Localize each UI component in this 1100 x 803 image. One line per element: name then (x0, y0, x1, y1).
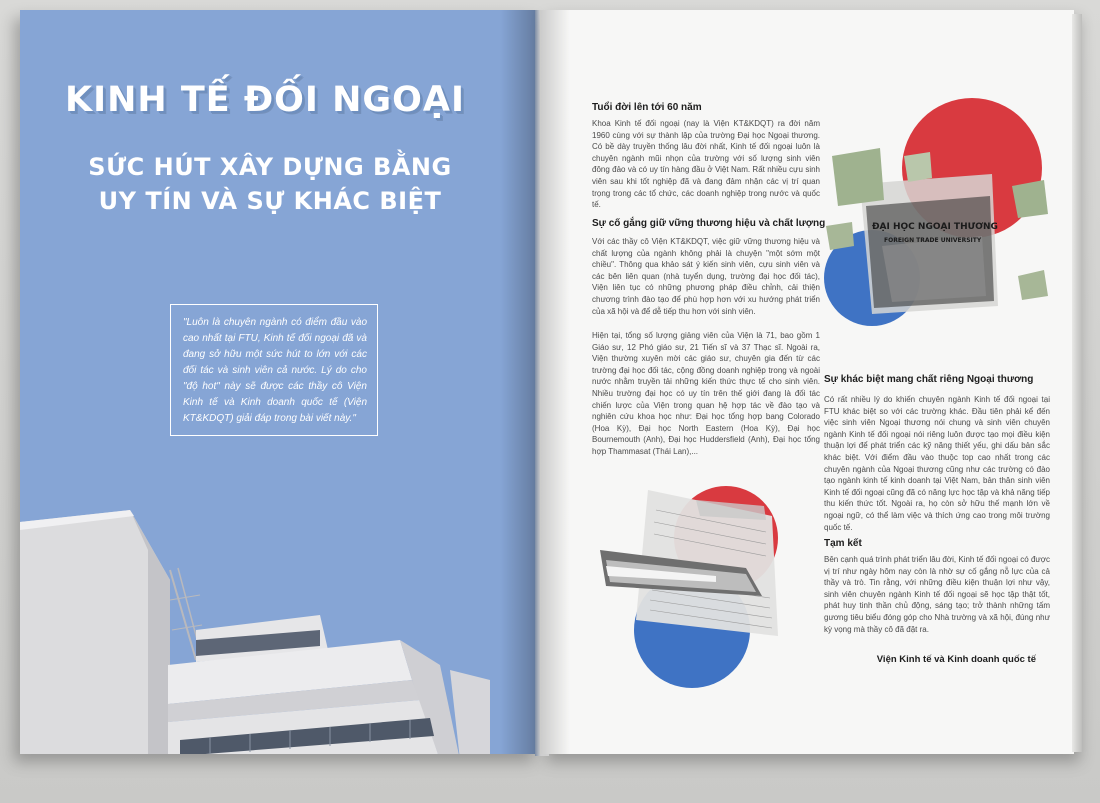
page-subtitle (40, 150, 500, 218)
subtitle-line-2: UY TÍN VÀ SỰ KHÁC BIỆT (98, 187, 442, 215)
author-signature: Viện Kinh tế và Kinh doanh quốc tế (876, 654, 1036, 665)
building-photo (20, 490, 540, 754)
section-heading-difference: Sự khác biệt mang chất riêng Ngoại thương (824, 374, 1034, 385)
section-heading-history: Tuổi đời lên tới 60 năm (592, 102, 702, 113)
pull-quote-box (170, 304, 378, 436)
page-edge (1072, 14, 1082, 752)
magazine-spread (8, 6, 1084, 766)
section-heading-brand: Sự cố gắng giữ vững thương hiệu và chất lượng (592, 218, 826, 229)
ftu-collage-illustration (822, 96, 1052, 346)
section-body-brand-1: Với các thầy cô Viện KT&KDQT, việc giữ vững thương hiệu và chất lượng của ngành không phải là chuyện "một sớm một chiều". Thông qua khảo sát ý kiến sinh viên, cựu sinh viên và các bên liên quan (nhà tuyển dụng, trường đại học đối tác), Viện liên tục có những phương pháp điều chỉnh, cải thiện chương trình đào tạo để phù hợp hơn với xu hướng phát triển của xã hội và để dễ tiếp thu hơn với sinh viên. (592, 237, 820, 316)
right-page (540, 10, 1074, 754)
left-page (20, 10, 540, 754)
subtitle-line-1: SỨC HÚT XÂY DỰNG BẰNG (88, 153, 452, 181)
newspaper-collage-illustration (596, 480, 816, 690)
page-title: KINH TẾ ĐỐI NGOẠI (64, 80, 466, 120)
section-body-history: Khoa Kinh tế đối ngoại (nay là Viện KT&KDQT) ra đời năm 1960 cùng với sự thành lập của trường Đại học Ngoại thương. Có bề dày truyền thống lâu đời nhất, Kinh tế đối ngoại luôn là chuyên ngành mũi nhọn của trường với số lượng sinh viên đông đảo và có uy tín hàng đầu ở Việt Nam. Rất nhiều cựu sinh viên sau khi tốt nghiệp đã và đang đảm nhận các vị trí quan trọng trong các tổ chức, các doanh nghiệp trong nước và quốc tế. (592, 119, 820, 210)
section-body-brand-2: Hiện tại, tổng số lượng giảng viên của Viện là 71, bao gồm 1 Giáo sư, 12 Phó giáo sư, 21 Tiến sĩ và 37 Thạc sĩ. Ngoài ra, Viện thường xuyên mời các giáo sư, chuyên gia đến từ các trường đại học đối tác, cộng đồng doanh nghiệp trong và ngoài nước nhằm truyền tải những kiến thức thực tế cho sinh viên. Nhiều trường đại học có uy tín trên thế giới đang là đối tác chiến lược của Viện trong quan hệ hợp tác về đào tạo và nghiên cứu khoa học như: Đại học tổng hợp bang Colorado (Hoa Kỳ), Đại học North Eastern (Hoa Kỳ), Đại học Bournemouth (Anh), Đại học Huddersfield (Anh), Đại học tổng hợp Thammasat (Thái Lan),... (592, 331, 820, 456)
section-heading-conclusion: Tạm kết (824, 538, 862, 549)
collage-text-line-2: FOREIGN TRADE UNIVERSITY (884, 237, 982, 244)
collage-text-line-1: ĐẠI HỌC NGOẠI THƯƠNG (872, 222, 998, 232)
pull-quote-text: "Luôn là chuyên ngành có điểm đầu vào cao nhất tại FTU, Kinh tế đối ngoại đã và đang sở hữu một sức hút to lớn với các đối tác và sinh viên cả nước. Lý do cho "độ hot" này sẽ được các thầy cô Viện Kinh tế và Kinh doanh quốc tế (Viện KT&KDQT) giải đáp trong bài viết này." (183, 317, 367, 424)
section-body-conclusion: Bên cạnh quá trình phát triển lâu đời, Kinh tế đối ngoại có được vị trí như ngày hôm nay còn là nhờ sự cố gắng nỗ lực của cả thầy và trò. Tin rằng, với những điều kiện thuận lợi như vậy, sinh viên chuyên ngành Kinh tế đối ngoại sẽ học tập thật tốt, phát huy tinh thần chủ động, sáng tạo; trở thành những tấm gương tiêu biểu đóng góp cho Nhà trường và xã hội, đúng như kỳ vọng mà thầy cô đã đặt ra. (824, 555, 1050, 634)
section-body-difference: Có rất nhiều lý do khiến chuyên ngành Kinh tế đối ngoại tại FTU khác biệt so với các trường khác. Đầu tiên phải kể đến việc sinh viên Ngoại thương nói chung và sinh viên chuyên ngành Kinh tế đối ngoại nói riêng luôn được tạo mọi điều kiện thuận lợi để phát triển các kỹ năng thiết yếu, ghi dấu bản sắc khác biệt. Với điểm đầu vào thuộc top cao nhất trong các chuyên ngành của Ngoại thương cũng như các trường có đào tạo ngành kinh tế kinh doanh tại Việt Nam, bản thân sinh viên Kinh tế đối ngoại cũng đã có năng lực học tập và khả năng tiếp thu kiến thức tốt. Ngoài ra, họ còn sở hữu thế mạnh lớn về ngoại ngữ, có thể làm việc và thích ứng cao trong môi trường quốc tế. (824, 395, 1050, 532)
